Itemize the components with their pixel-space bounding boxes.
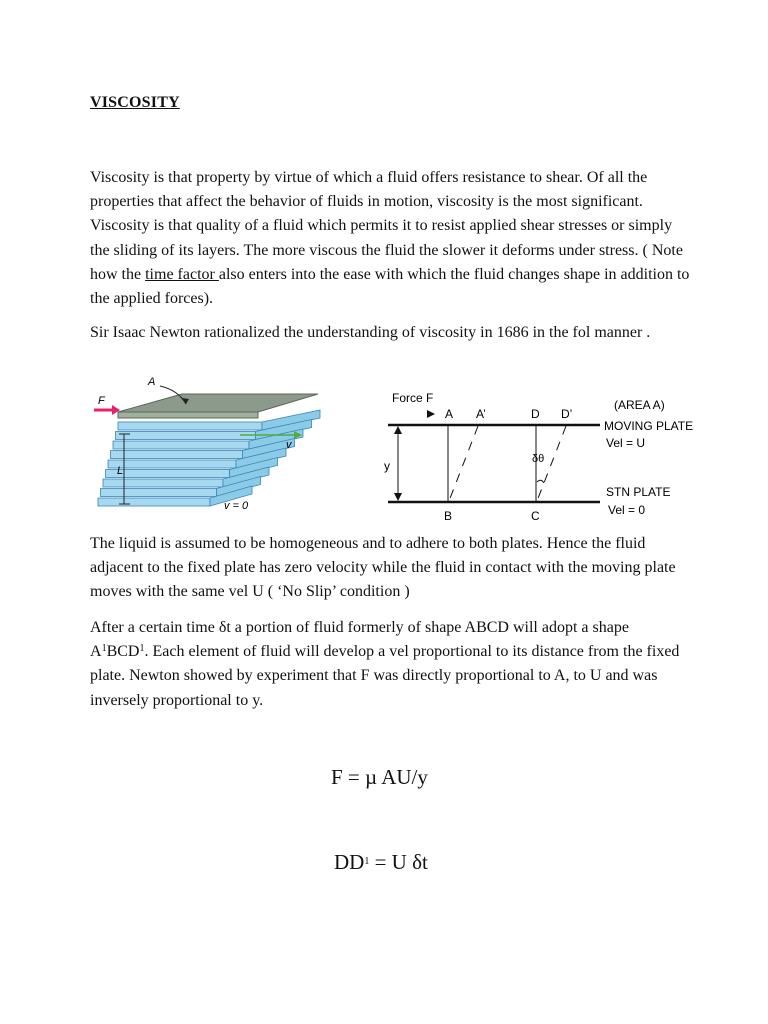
y-dimension-arrowhead-top — [394, 426, 402, 434]
p1-underlined-text: time factor — [145, 265, 219, 283]
fluid-layer — [113, 441, 249, 449]
fluid-layer — [108, 460, 236, 468]
eq2-lhs: DD — [334, 850, 365, 874]
label-vel-u: Vel = U — [606, 436, 646, 450]
label-v: v — [286, 439, 292, 451]
label-area: (AREA A) — [614, 398, 665, 412]
label-point-a-prime: A’ — [476, 407, 486, 421]
label-y: y — [384, 459, 390, 473]
fluid-layer — [118, 422, 262, 430]
label-point-d-prime: D’ — [561, 407, 573, 421]
newton-plates-svg — [380, 386, 710, 526]
eq2-rhs: = U δt — [369, 850, 428, 874]
label-l: L — [117, 465, 124, 477]
label-point-c: C — [531, 509, 540, 523]
p4-superscript-2: 1 — [139, 643, 145, 655]
paragraph-newton-experiment — [90, 616, 690, 713]
fluid-layer — [116, 432, 256, 440]
section-heading: VISCOSITY — [90, 94, 180, 111]
y-dimension-arrowhead-bottom — [394, 493, 402, 501]
label-point-a: A — [445, 407, 454, 421]
eq2-superscript: 1 — [364, 856, 370, 867]
top-plate — [118, 394, 318, 412]
label-f: F — [98, 395, 105, 407]
equation-newton-viscosity: F = µ AU/y — [331, 765, 428, 789]
p4-superscript-1: 1 — [101, 643, 107, 655]
fluid-layer — [101, 489, 217, 497]
label-point-b: B — [444, 509, 453, 523]
force-arrowhead-small — [427, 410, 435, 418]
p4-text-1: After a certain time δt a portion of fluid formerly of shape ABCD will adopt a shape A — [90, 619, 629, 661]
top-plate-edge — [118, 412, 258, 418]
fluid-layer — [98, 498, 210, 506]
fluid-layers-svg — [90, 374, 330, 524]
label-stn-plate: STN PLATE — [606, 485, 671, 499]
paragraph-newton-intro: Sir Isaac Newton rationalized the understanding of viscosity in 1686 in the fol manner . — [90, 324, 651, 341]
figure-fluid-layers — [90, 374, 330, 524]
fluid-layers-group — [98, 410, 320, 506]
equation-displacement — [334, 850, 428, 875]
p1-text-before: Viscosity is that property by virtue of which a fluid offers resistance to shear. Of all the properties that affect the behavior of fluids in motion, viscosity is the most significant. Viscosity is that quality of a fluid which permits it to resist applied shear stresses or simply the sliding of its layers. The more viscous the fluid the slower it deforms under stress. ( Note how the — [90, 169, 683, 283]
label-vel-0: Vel = 0 — [608, 503, 646, 517]
p4-text-2: BCD — [106, 643, 140, 661]
label-moving-plate: MOVING PLATE — [604, 419, 694, 433]
label-point-d: D — [531, 407, 540, 421]
figure-newton-plates — [380, 386, 710, 526]
label-delta-theta: δθ — [532, 453, 545, 465]
label-force: Force F — [392, 391, 434, 405]
p1-text-after: also enters into the ease with which the fluid changes shape in addition to the applied forces). — [90, 265, 690, 308]
fluid-layer — [111, 451, 243, 459]
angle-arc — [537, 480, 544, 483]
label-a: A — [148, 376, 156, 388]
fluid-layer — [103, 479, 223, 487]
paragraph-no-slip: The liquid is assumed to be homogeneous and to adhere to both plates. Hence the fluid adjacent to the fixed plate has zero velocity while the fluid in contact with the moving plate moves with the same vel U ( ‘No Slip’ condition ) — [90, 535, 676, 601]
paragraph-viscosity-definition — [90, 166, 690, 311]
p4-text-3: . Each element of fluid will develop a vel proportional to its distance from the fixed plate. Newton showed by experiment that F was directly proportional to A, to U and was inversely proportional to y. — [90, 643, 680, 709]
line-a-prime-b — [449, 426, 478, 501]
label-v0: v = 0 — [224, 500, 249, 512]
